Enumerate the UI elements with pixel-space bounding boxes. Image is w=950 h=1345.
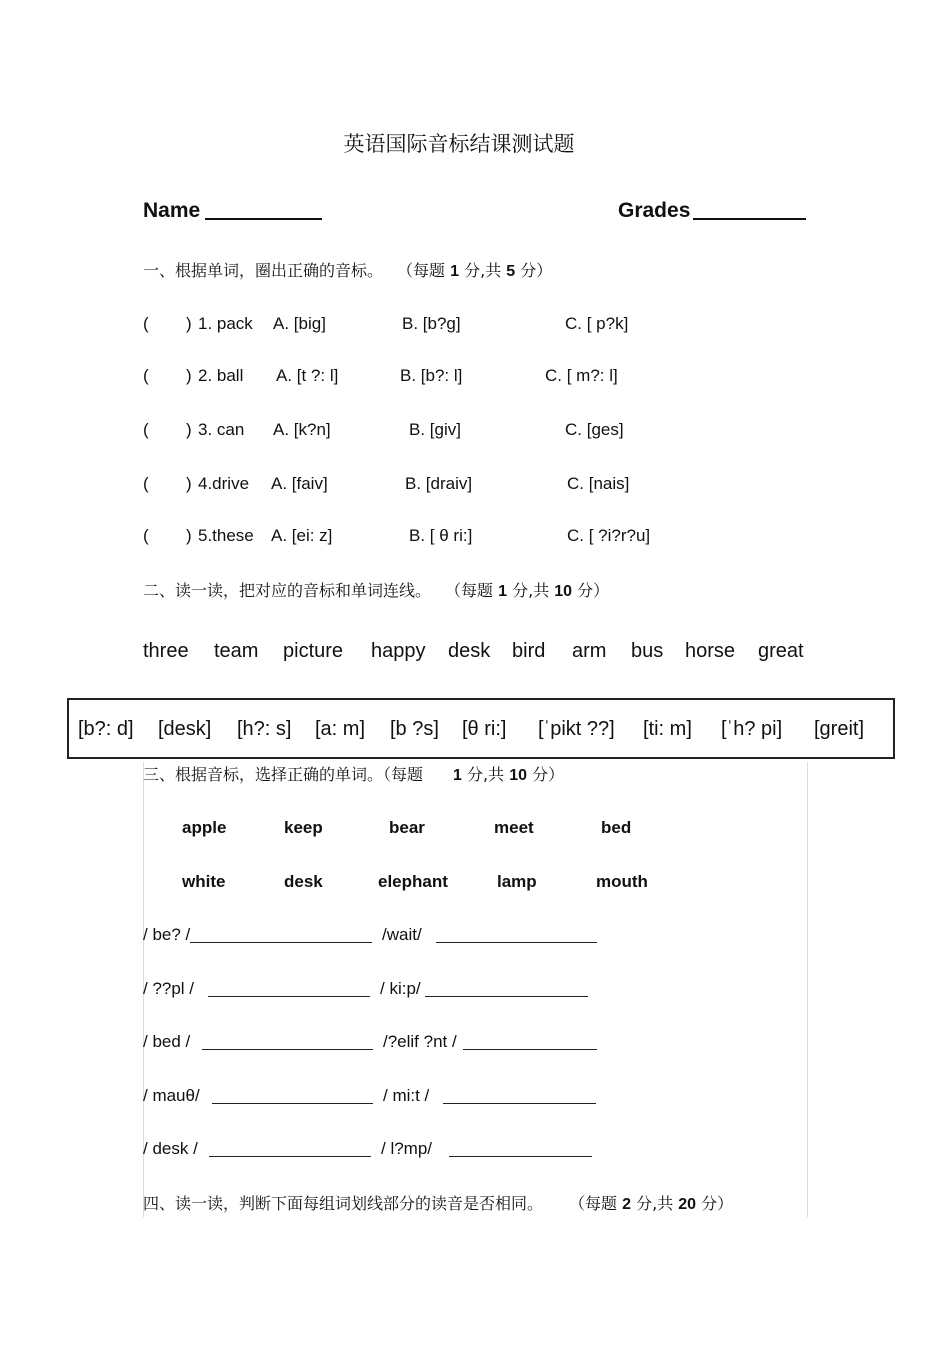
page-title: 英语国际音标结课测试题: [343, 132, 575, 156]
match-ipa[interactable]: [ti: m]: [643, 718, 692, 740]
name-label: Name: [143, 199, 201, 222]
option-a[interactable]: A. [faiv]: [271, 474, 328, 493]
answer-paren-close: ): [186, 420, 192, 439]
section2-heading: [143, 578, 609, 601]
section1-score-mid: 分,共: [459, 261, 507, 280]
match-word[interactable]: team: [214, 640, 259, 662]
question-word: 4.drive: [198, 474, 250, 493]
match-ipa[interactable]: [h?: s]: [237, 718, 292, 740]
option-c[interactable]: C. [nais]: [567, 474, 630, 493]
answer-paren-open[interactable]: (: [143, 366, 149, 385]
answer-paren-close: ): [186, 366, 192, 385]
word-bank-item: keep: [284, 818, 323, 837]
ipa-prompt: / bed /: [143, 1032, 191, 1051]
match-word[interactable]: bus: [631, 640, 664, 662]
question-word: 1. pack: [198, 314, 253, 333]
section4-score-per: 2: [622, 1196, 632, 1213]
ipa-prompt: / desk /: [143, 1139, 198, 1158]
ipa-prompt: / l?mp/: [381, 1139, 433, 1158]
word-bank-item: white: [182, 872, 226, 891]
option-b[interactable]: B. [draiv]: [405, 474, 473, 493]
answer-paren-open[interactable]: (: [143, 474, 149, 493]
match-word[interactable]: bird: [512, 640, 546, 662]
option-b[interactable]: B. [giv]: [409, 420, 461, 439]
section3-score-mid: 分,共: [461, 765, 510, 784]
grades-label: Grades: [618, 199, 691, 222]
match-ipa[interactable]: [b ?s]: [390, 718, 439, 740]
word-bank-item: mouth: [596, 872, 648, 891]
answer-paren-close: ): [186, 314, 192, 333]
answer-paren-open[interactable]: (: [143, 526, 149, 545]
match-ipa[interactable]: [b?: d]: [78, 718, 134, 740]
match-word[interactable]: happy: [371, 640, 426, 662]
answer-blank[interactable]: [190, 942, 372, 943]
match-word[interactable]: picture: [283, 640, 344, 662]
section2-score-per: 1: [498, 583, 508, 600]
match-word[interactable]: horse: [685, 640, 736, 662]
section4-score-mid: 分,共: [631, 1194, 679, 1213]
answer-blank[interactable]: [436, 942, 597, 943]
match-ipa[interactable]: [greit]: [814, 718, 865, 740]
section4-score-total: 20: [678, 1196, 697, 1213]
ipa-prompt: / ??pl /: [143, 979, 195, 998]
question-word: 3. can: [198, 420, 245, 439]
ipa-prompt: / ki:p/: [380, 979, 421, 998]
section4-heading: [143, 1191, 733, 1214]
section2-score-suffix: 分）: [572, 581, 610, 600]
answer-blank[interactable]: [443, 1103, 596, 1104]
match-ipa[interactable]: [desk]: [158, 718, 212, 740]
answer-blank[interactable]: [202, 1049, 373, 1050]
option-a[interactable]: A. [t ?: l]: [276, 366, 339, 385]
match-ipa[interactable]: [ˈh? pi]: [721, 718, 783, 740]
option-c[interactable]: C. [ p?k]: [565, 314, 629, 333]
match-ipa[interactable]: [a: m]: [315, 718, 366, 740]
section3-score-suffix: 分）: [526, 765, 565, 784]
answer-blank[interactable]: [449, 1156, 592, 1157]
answer-paren-open[interactable]: (: [143, 314, 149, 333]
word-bank-item: bear: [389, 818, 425, 837]
section2-score-mid: 分,共: [507, 581, 555, 600]
match-word[interactable]: great: [758, 640, 804, 662]
match-word[interactable]: arm: [572, 640, 607, 662]
ipa-prompt: /wait/: [382, 925, 422, 944]
section1-heading: [143, 258, 552, 281]
question-word: 5.these: [198, 526, 254, 545]
section3-score-per: 1: [453, 767, 462, 784]
answer-blank[interactable]: [463, 1049, 597, 1050]
answer-blank[interactable]: [212, 1103, 373, 1104]
ipa-prompt: /?elif ?nt /: [383, 1032, 457, 1051]
section4-score-suffix: 分）: [696, 1194, 734, 1213]
ipa-prompt: / mauθ/: [143, 1086, 200, 1105]
option-c[interactable]: C. [ ?i?r?u]: [567, 526, 651, 545]
ipa-prompt: / mi:t /: [383, 1086, 430, 1105]
section2-heading-text: 二、读一读，把对应的音标和单词连线。: [143, 581, 432, 600]
match-word[interactable]: three: [143, 640, 189, 662]
section4-score-prefix: （每题: [569, 1194, 623, 1213]
word-bank-item: desk: [284, 872, 323, 891]
section1-score-total: 5: [506, 263, 516, 280]
section3-score-total: 10: [509, 767, 527, 784]
answer-blank[interactable]: [208, 996, 370, 997]
answer-paren-close: ): [186, 474, 192, 493]
answer-blank[interactable]: [209, 1156, 371, 1157]
option-a[interactable]: A. [k?n]: [273, 420, 331, 439]
answer-paren-close: ): [186, 526, 192, 545]
option-c[interactable]: C. [ges]: [565, 420, 624, 439]
section3-heading: [143, 762, 564, 785]
section1-heading-text: 一、根据单词，圈出正确的音标。: [143, 261, 384, 280]
option-b[interactable]: B. [b?: l]: [400, 366, 463, 385]
word-bank-item: lamp: [497, 872, 537, 891]
section3-heading-text: 三、根据音标，选择正确的单词。（每题: [143, 765, 424, 784]
section1-score-suffix: 分）: [515, 261, 553, 280]
option-b[interactable]: B. [b?g]: [402, 314, 461, 333]
word-bank-item: elephant: [378, 872, 448, 891]
section2-score-prefix: （每题: [445, 581, 499, 600]
option-a[interactable]: A. [ei: z]: [271, 526, 333, 545]
section1-score-per: 1: [450, 263, 460, 280]
name-blank[interactable]: [205, 218, 322, 220]
option-c[interactable]: C. [ m?: l]: [545, 366, 618, 385]
answer-paren-open[interactable]: (: [143, 420, 149, 439]
question-word: 2. ball: [198, 366, 244, 385]
word-bank-item: meet: [494, 818, 534, 837]
grades-blank[interactable]: [693, 218, 806, 220]
word-bank-item: apple: [182, 818, 227, 837]
match-ipa[interactable]: [θ ri:]: [462, 718, 507, 740]
section2-score-total: 10: [554, 583, 573, 600]
match-word[interactable]: desk: [448, 640, 491, 662]
answer-blank[interactable]: [425, 996, 588, 997]
scan-guide-line-right: [807, 762, 808, 1217]
match-ipa[interactable]: [ˈpikt ??]: [538, 718, 615, 740]
option-a[interactable]: A. [big]: [273, 314, 326, 333]
option-b[interactable]: B. [ θ ri:]: [409, 526, 473, 545]
ipa-prompt: / be? /: [143, 925, 191, 944]
word-bank-item: bed: [601, 818, 632, 837]
section4-heading-text: 四、读一读，判断下面每组词划线部分的读音是否相同。: [143, 1194, 544, 1213]
section1-score-prefix: （每题: [397, 261, 451, 280]
